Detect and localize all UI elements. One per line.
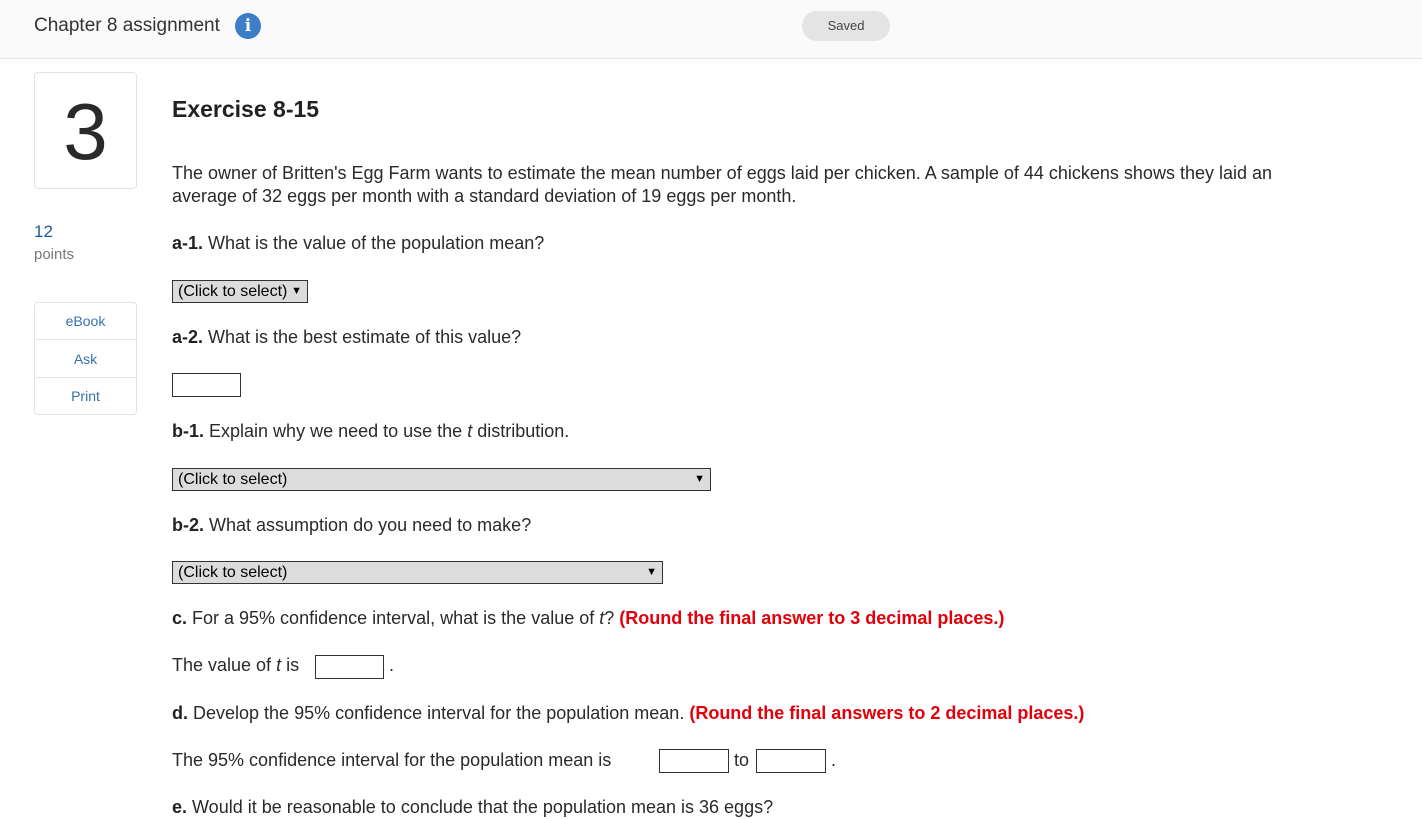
- b2-select[interactable]: [172, 561, 663, 584]
- b1-select[interactable]: [172, 468, 711, 491]
- c-answer-prompt: [172, 653, 299, 677]
- question-d-label: d.: [172, 703, 188, 723]
- question-c: [172, 606, 1004, 630]
- question-d-text: Develop the 95% confidence interval for the population mean.: [188, 703, 690, 723]
- ebook-link[interactable]: eBook: [35, 303, 136, 340]
- b2-select-value: (Click to select): [178, 564, 288, 581]
- points-value: 12: [34, 222, 53, 241]
- question-b1: [172, 419, 569, 443]
- question-b1-t: t: [467, 421, 473, 441]
- question-c-t: t: [599, 608, 605, 628]
- d-answer-pre: The 95% confidence interval for the population mean is: [172, 750, 612, 770]
- question-c-text-post: ?: [604, 608, 620, 628]
- question-e-text: Would it be reasonable to conclude that the population mean is 36 eggs?: [187, 797, 774, 817]
- question-d: [172, 701, 1084, 725]
- question-e: [172, 795, 773, 819]
- question-number-box: [34, 72, 137, 189]
- question-c-text-pre: For a 95% confidence interval, what is the value of: [187, 608, 600, 628]
- d-lower-bound-input[interactable]: [659, 749, 729, 773]
- question-b2-label: b-2.: [172, 515, 205, 535]
- c-answer-pre: The value of: [172, 655, 277, 675]
- question-b1-text-post: distribution.: [472, 421, 570, 441]
- question-e-label: e.: [172, 797, 188, 817]
- a1-select[interactable]: [172, 280, 308, 303]
- saved-status-badge: Saved: [802, 11, 890, 41]
- question-number: 3: [63, 87, 108, 176]
- c-answer-input[interactable]: [315, 655, 384, 679]
- c-answer-t: t: [276, 655, 282, 675]
- a1-select-value: (Click to select): [178, 283, 288, 300]
- tools-panel: [34, 302, 137, 415]
- b1-select-value: (Click to select): [178, 471, 288, 488]
- question-d-rounding-note: (Round the final answers to 2 decimal places.): [689, 703, 1085, 723]
- exercise-intro: The owner of Britten's Egg Farm wants to estimate the mean number of eggs laid per chicken. A sample of 44 chickens shows they laid an average of 32 eggs per month with a standard deviation of 19 eggs per month.: [172, 163, 1273, 206]
- question-c-label: c.: [172, 608, 188, 628]
- c-answer-end: .: [389, 655, 395, 675]
- question-a2-text: What is the best estimate of this value?: [203, 327, 522, 347]
- question-a1: [172, 231, 544, 255]
- ask-link[interactable]: Ask: [35, 340, 136, 378]
- a2-answer-input[interactable]: [172, 373, 241, 397]
- caret-down-icon: ▼: [694, 473, 705, 485]
- question-b2-text: What assumption do you need to make?: [204, 515, 532, 535]
- question-c-rounding-note: (Round the final answer to 3 decimal places.): [619, 608, 1005, 628]
- question-a2: [172, 325, 521, 349]
- caret-down-icon: ▼: [291, 285, 302, 297]
- print-link[interactable]: Print: [71, 388, 100, 404]
- caret-down-icon: ▼: [646, 566, 657, 578]
- points-label: points: [34, 246, 75, 263]
- exercise-title: Exercise 8-15: [172, 96, 320, 122]
- question-b1-text-pre: Explain why we need to use the: [204, 421, 468, 441]
- info-icon[interactable]: i: [235, 13, 261, 39]
- question-b1-label: b-1.: [172, 421, 205, 441]
- d-answer-end: .: [831, 750, 837, 770]
- d-answer-to: to: [734, 750, 750, 770]
- question-a2-label: a-2.: [172, 327, 204, 347]
- question-a1-text: What is the value of the population mean?: [203, 233, 545, 253]
- assignment-header: [0, 0, 1422, 59]
- question-a1-label: a-1.: [172, 233, 204, 253]
- d-upper-bound-input[interactable]: [756, 749, 826, 773]
- c-answer-is: is: [281, 655, 300, 675]
- assignment-title: Chapter 8 assignment: [34, 15, 220, 36]
- question-b2: [172, 513, 531, 537]
